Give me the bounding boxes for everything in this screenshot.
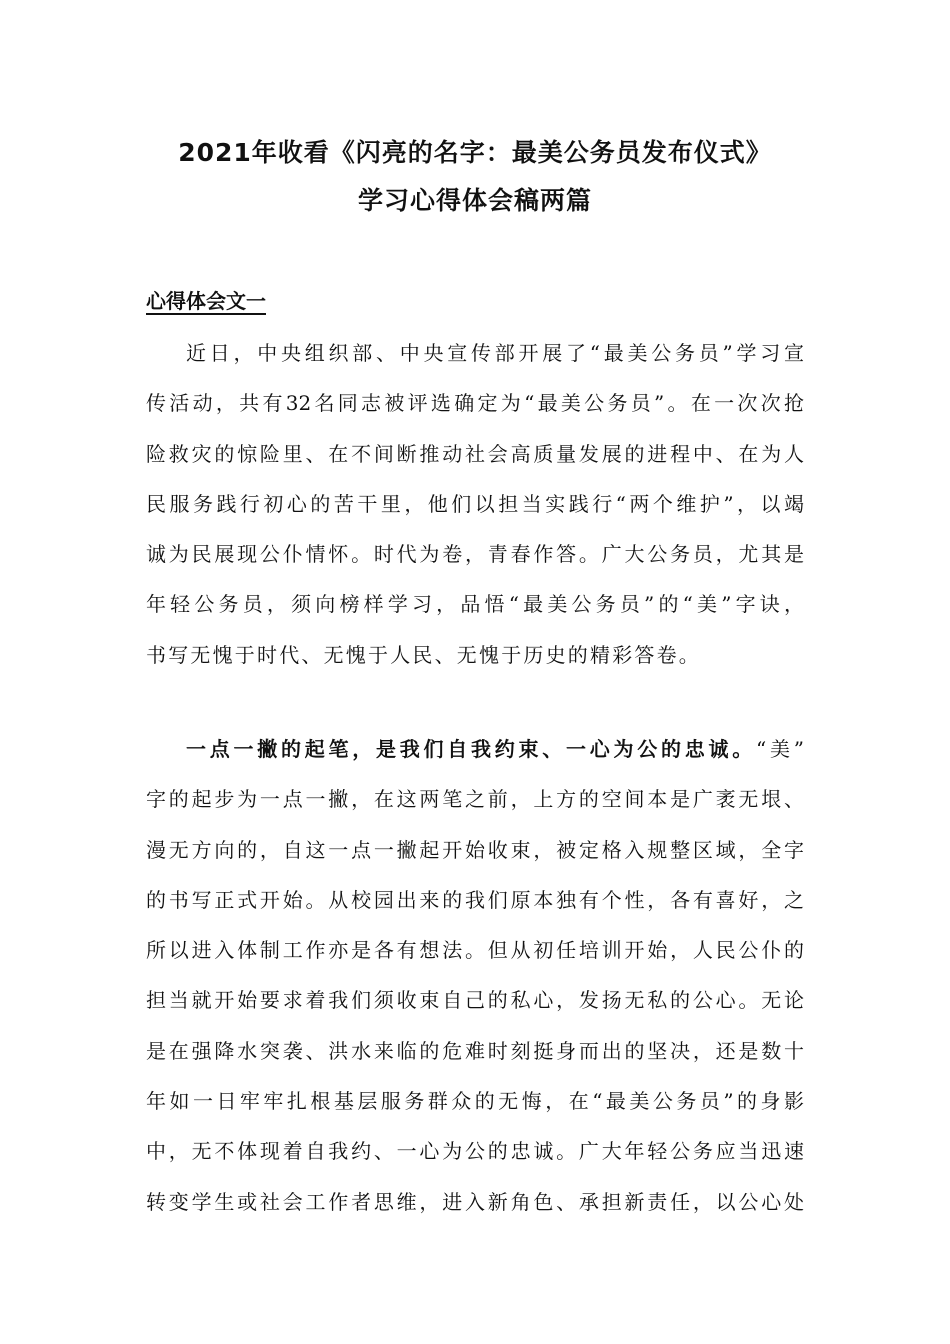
- paragraph-line: 民服务践行初心的苦干里，他们以担当实践行“两个维护”，以竭: [146, 491, 804, 516]
- paragraph-line: 的书写正式开始。从校园出来的我们原本独有个性，各有喜好，之: [146, 887, 804, 912]
- paragraph-line: 所以进入体制工作亦是各有想法。但从初任培训开始，人民公仆的: [146, 938, 804, 963]
- paragraph-line: 诚为民展现公仆情怀。时代为卷，青春作答。广大公务员，尤其是: [146, 542, 804, 567]
- paragraph-line: 近日，中央组织部、中央宣传部开展了“最美公务员”学习宣: [186, 341, 804, 365]
- document-title-line-1: 2021年收看《闪亮的名字：最美公务员发布仪式》: [178, 138, 772, 167]
- paragraph-line: 年轻公务员，须向榜样学习，品悟“最美公务员”的“美”字诀，: [146, 592, 804, 617]
- document-title-line-2: 学习心得体会稿两篇: [357, 186, 592, 215]
- paragraph-line: 是在强降水突袭、洪水来临的危难时刻挺身而出的坚决，还是数十: [146, 1038, 804, 1063]
- paragraph-2: [146, 724, 804, 1227]
- paragraph-line: 转变学生或社会工作者思维，进入新角色、承担新责任，以公心处: [146, 1189, 804, 1214]
- paragraph-lead-bold: 一点一撇的起笔，是我们自我约束、一心为公的忠诚。: [186, 737, 757, 761]
- paragraph-line: 漫无方向的，自这一点一撇起开始收束，被定格入规整区域，全字: [146, 837, 804, 862]
- paragraph-line: 年如一日牢牢扎根基层服务群众的无悔，在“最美公务员”的身影: [146, 1089, 804, 1114]
- paragraph-line: 传活动，共有32名同志被评选确定为“最美公务员”。在一次次抢: [146, 391, 804, 416]
- paragraph-line: 担当就开始要求着我们须收束自己的私心，发扬无私的公心。无论: [146, 988, 804, 1013]
- paragraph-line: 字的起步为一点一撇，在这两笔之前，上方的空间本是广袤无垠、: [146, 787, 804, 812]
- paragraph-line: 书写无愧于时代、无愧于人民、无愧于历史的精彩答卷。: [146, 642, 701, 667]
- section-heading: 心得体会文一: [146, 289, 266, 313]
- paragraph-line: 险救灾的惊险里、在不间断推动社会高质量发展的进程中、在为人: [146, 441, 804, 466]
- paragraph-lead-rest: “美”: [756, 737, 804, 761]
- paragraph-lead-line: [146, 724, 804, 774]
- paragraph-line: 中，无不体现着自我约、一心为公的忠诚。广大年轻公务应当迅速: [146, 1139, 804, 1164]
- paragraph-1: [146, 328, 804, 680]
